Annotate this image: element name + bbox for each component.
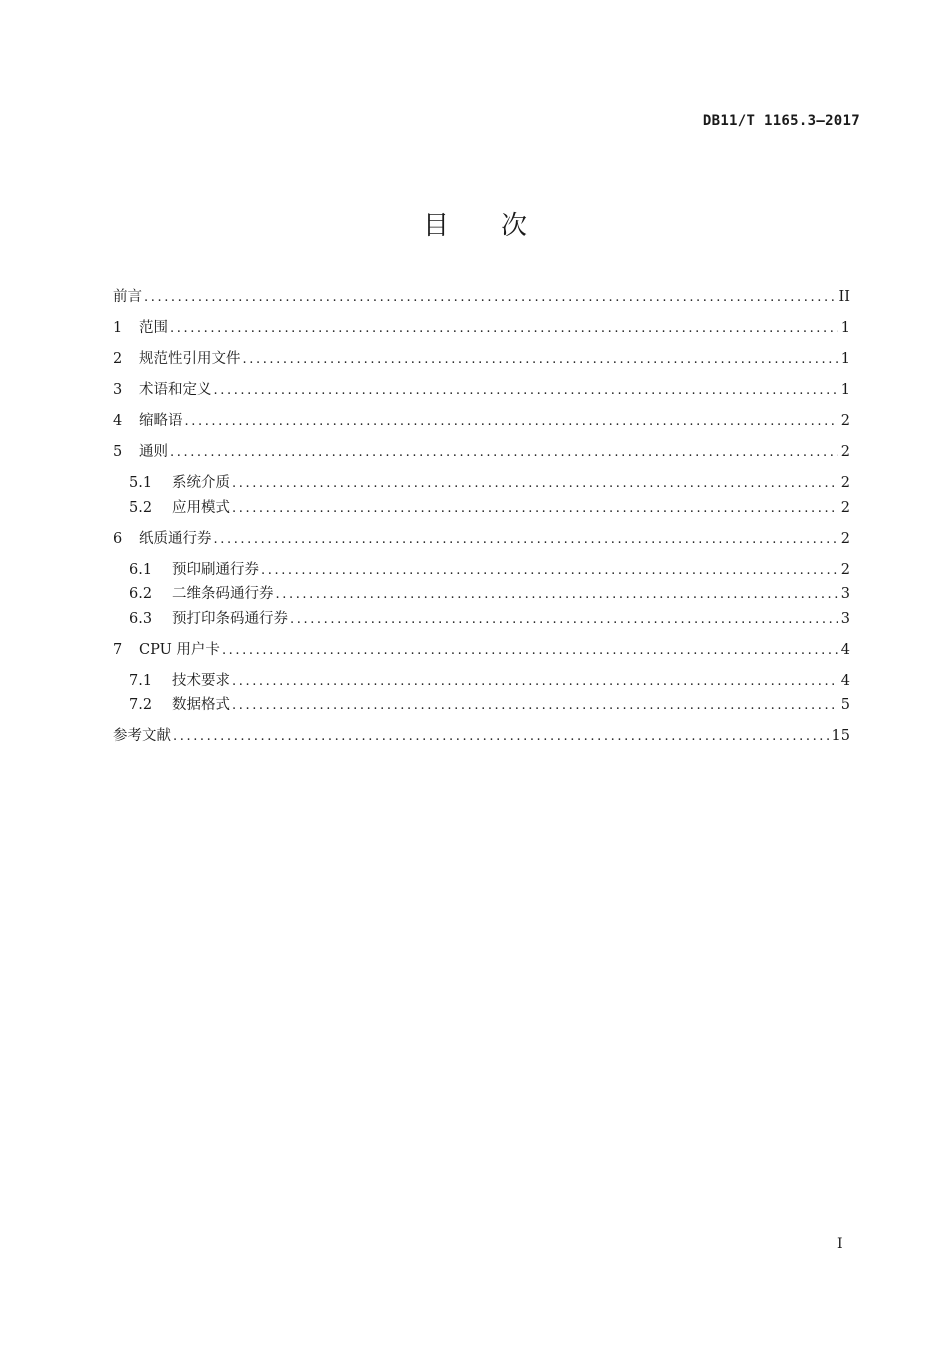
toc-entry-2[interactable] <box>113 347 850 378</box>
toc-entry-number: 3 <box>113 382 123 398</box>
toc-entry-page: 1 <box>840 320 850 336</box>
toc-entry-number: 5.2 <box>129 499 153 516</box>
toc-entry-number: 4 <box>113 413 123 429</box>
toc-entry-text: 预打印条码通行券 <box>172 610 288 627</box>
toc-entry-page: 15 <box>831 728 850 744</box>
toc-entry-number: 6.3 <box>129 610 153 627</box>
toc-leader-dots <box>185 409 839 434</box>
toc-entry-6-3[interactable] <box>113 607 850 638</box>
toc-entry-text: 纸质通行券 <box>139 530 212 547</box>
toc-entry-references[interactable] <box>113 724 850 755</box>
toc-entry-number: 6.1 <box>129 561 153 578</box>
toc-entry-number: 6.2 <box>129 586 153 602</box>
toc-entry-text: 数据格式 <box>172 697 230 713</box>
toc-leader-dots <box>173 724 830 749</box>
toc-leader-dots <box>232 472 838 496</box>
toc-leader-dots <box>276 583 839 607</box>
toc-entry-text: 系统介质 <box>172 475 230 491</box>
toc-entry-number: 7.1 <box>129 672 153 689</box>
toc-entry-text: 范围 <box>139 320 168 336</box>
toc-entry-4[interactable] <box>113 409 850 440</box>
page-number: I <box>837 1236 843 1252</box>
toc-leader-dots <box>290 608 838 633</box>
toc-entry-text: 规范性引用文件 <box>139 351 241 367</box>
toc-leader-dots <box>144 285 837 310</box>
toc-entry-text: 缩略语 <box>139 413 183 429</box>
toc-entry-7-1[interactable] <box>113 669 850 694</box>
toc-leader-dots <box>243 347 839 372</box>
toc-entry-5[interactable] <box>113 440 850 471</box>
toc-entry-page: 2 <box>840 530 850 547</box>
toc-entry-text: 应用模式 <box>172 499 230 516</box>
toc-leader-dots <box>214 527 839 552</box>
toc-entry-page: II <box>838 289 850 305</box>
toc-leader-dots <box>232 694 838 719</box>
toc-entry-5-1[interactable] <box>113 471 850 496</box>
toc-leader-dots <box>170 440 838 465</box>
toc-entry-page: 2 <box>840 475 850 491</box>
table-of-contents <box>113 285 850 755</box>
toc-leader-dots <box>222 638 838 663</box>
toc-entry-7[interactable] <box>113 638 850 669</box>
toc-entry-text: 通则 <box>139 444 168 460</box>
toc-leader-dots <box>170 316 838 341</box>
toc-entry-page: 4 <box>840 672 850 689</box>
toc-entry-page: 2 <box>840 561 850 578</box>
toc-entry-number: 5.1 <box>129 475 153 491</box>
document-code: DB11/T 1165.3—2017 <box>702 113 860 129</box>
toc-entry-page: 4 <box>840 641 850 658</box>
toc-entry-number: 2 <box>113 351 123 367</box>
toc-entry-1[interactable] <box>113 316 850 347</box>
toc-entry-text: CPU 用户卡 <box>139 641 220 658</box>
toc-entry-number: 6 <box>113 530 123 547</box>
toc-entry-foreword[interactable] <box>113 285 850 316</box>
toc-entry-text: 预印刷通行券 <box>172 561 259 578</box>
toc-entry-page: 3 <box>840 586 850 602</box>
toc-entry-page: 1 <box>840 382 850 398</box>
toc-entry-page: 2 <box>840 444 850 460</box>
toc-entry-5-2[interactable] <box>113 496 850 527</box>
toc-entry-text: 前言 <box>113 289 142 305</box>
toc-entry-page: 1 <box>840 351 850 367</box>
toc-entry-text: 术语和定义 <box>139 382 212 398</box>
toc-entry-6[interactable] <box>113 527 850 558</box>
toc-entry-number: 7.2 <box>129 697 153 713</box>
toc-leader-dots <box>232 670 838 694</box>
toc-entry-text: 二维条码通行券 <box>172 586 274 602</box>
toc-entry-7-2[interactable] <box>113 693 850 724</box>
toc-leader-dots <box>261 559 838 583</box>
toc-leader-dots <box>232 497 838 522</box>
toc-entry-page: 5 <box>840 697 850 713</box>
toc-entry-6-1[interactable] <box>113 558 850 583</box>
toc-entry-number: 7 <box>113 641 123 658</box>
page-title: 目 次 <box>422 211 527 241</box>
toc-entry-page: 3 <box>840 610 850 627</box>
toc-entry-page: 2 <box>840 413 850 429</box>
toc-entry-6-2[interactable] <box>113 582 850 607</box>
toc-entry-number: 5 <box>113 444 123 460</box>
toc-entry-text: 参考文献 <box>113 728 171 744</box>
toc-entry-3[interactable] <box>113 378 850 409</box>
toc-entry-text: 技术要求 <box>172 672 230 689</box>
toc-entry-page: 2 <box>840 499 850 516</box>
toc-leader-dots <box>214 378 839 403</box>
toc-entry-number: 1 <box>113 320 123 336</box>
